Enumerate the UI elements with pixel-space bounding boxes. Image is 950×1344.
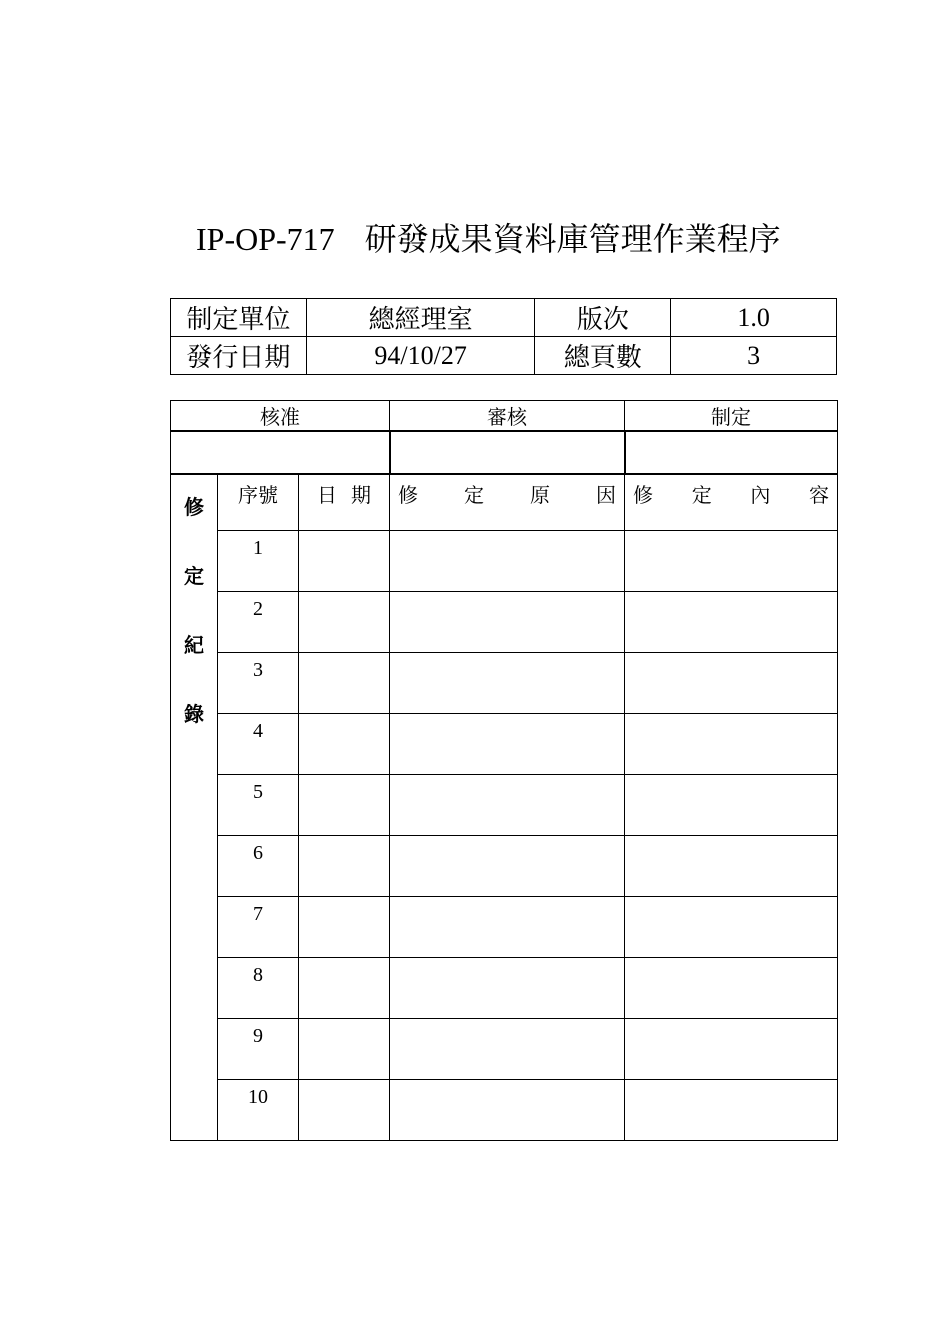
row-content-cell[interactable] xyxy=(625,1080,838,1141)
row-reason-cell[interactable] xyxy=(390,836,625,897)
row-date-cell[interactable] xyxy=(299,836,390,897)
approve-signature-cell[interactable] xyxy=(171,431,390,474)
seq-header: 序號 xyxy=(218,474,299,531)
row-reason-cell[interactable] xyxy=(390,1019,625,1080)
revision-row xyxy=(171,958,838,1019)
revision-header-row xyxy=(171,474,838,531)
row-number: 6 xyxy=(218,836,299,897)
revision-table xyxy=(170,400,838,1141)
date-label: 發行日期 xyxy=(171,337,307,375)
row-reason-cell[interactable] xyxy=(390,531,625,592)
document-name: 研發成果資料庫管理作業程序 xyxy=(364,221,781,257)
row-date-cell[interactable] xyxy=(299,1019,390,1080)
row-date-cell[interactable] xyxy=(299,958,390,1019)
revision-row xyxy=(171,592,838,653)
row-content-cell[interactable] xyxy=(625,897,838,958)
row-number: 2 xyxy=(218,592,299,653)
signature-row xyxy=(171,431,838,474)
row-date-cell[interactable] xyxy=(299,653,390,714)
review-signature-cell[interactable] xyxy=(390,431,625,474)
row-reason-cell[interactable] xyxy=(390,714,625,775)
row-reason-cell[interactable] xyxy=(390,775,625,836)
revision-row xyxy=(171,775,838,836)
document-code: IP-OP-717 xyxy=(196,221,335,257)
row-content-cell[interactable] xyxy=(625,775,838,836)
row-content-cell[interactable] xyxy=(625,531,838,592)
revision-row xyxy=(171,1019,838,1080)
row-date-cell[interactable] xyxy=(299,1080,390,1141)
row-date-cell[interactable] xyxy=(299,714,390,775)
reason-header xyxy=(390,474,625,531)
draft-header: 制定 xyxy=(625,401,838,432)
approve-header: 核准 xyxy=(171,401,390,432)
reason-header-char: 定 xyxy=(464,485,485,507)
row-reason-cell[interactable] xyxy=(390,958,625,1019)
row-reason-cell[interactable] xyxy=(390,897,625,958)
row-content-cell[interactable] xyxy=(625,1019,838,1080)
date-header-char: 日 xyxy=(317,485,337,507)
row-number: 3 xyxy=(218,653,299,714)
revision-row xyxy=(171,1080,838,1141)
reason-header-char: 因 xyxy=(596,485,617,507)
row-number: 8 xyxy=(218,958,299,1019)
side-char: 定 xyxy=(184,566,204,588)
version-value: 1.0 xyxy=(671,299,837,337)
side-char: 紀 xyxy=(184,635,204,657)
row-number: 9 xyxy=(218,1019,299,1080)
content-header-char: 內 xyxy=(750,485,771,507)
revision-row xyxy=(171,714,838,775)
row-content-cell[interactable] xyxy=(625,592,838,653)
row-content-cell[interactable] xyxy=(625,714,838,775)
pages-label: 總頁數 xyxy=(535,337,671,375)
content-header-char: 修 xyxy=(633,485,654,507)
revision-row xyxy=(171,836,838,897)
info-row xyxy=(171,299,837,337)
content-header xyxy=(625,474,838,531)
reason-header-char: 原 xyxy=(530,485,551,507)
revision-row xyxy=(171,653,838,714)
row-date-cell[interactable] xyxy=(299,592,390,653)
row-content-cell[interactable] xyxy=(625,653,838,714)
review-header: 審核 xyxy=(390,401,625,432)
row-content-cell[interactable] xyxy=(625,958,838,1019)
side-char: 修 xyxy=(184,497,204,519)
revision-row xyxy=(171,531,838,592)
document-title xyxy=(196,214,781,260)
row-date-cell[interactable] xyxy=(299,897,390,958)
content-header-char: 容 xyxy=(809,485,829,507)
content-header-char: 定 xyxy=(691,485,712,507)
row-number: 1 xyxy=(218,531,299,592)
info-row xyxy=(171,337,837,375)
unit-label: 制定單位 xyxy=(171,299,307,337)
revision-row xyxy=(171,897,838,958)
date-header xyxy=(299,474,390,531)
draft-signature-cell[interactable] xyxy=(625,431,838,474)
row-reason-cell[interactable] xyxy=(390,1080,625,1141)
row-number: 7 xyxy=(218,897,299,958)
row-number: 5 xyxy=(218,775,299,836)
row-reason-cell[interactable] xyxy=(390,653,625,714)
row-number: 10 xyxy=(218,1080,299,1141)
row-reason-cell[interactable] xyxy=(390,592,625,653)
reason-header-char: 修 xyxy=(398,485,419,507)
revision-record-label xyxy=(171,474,218,1141)
unit-value: 總經理室 xyxy=(306,299,535,337)
date-header-char: 期 xyxy=(351,485,372,507)
version-label: 版次 xyxy=(535,299,671,337)
row-date-cell[interactable] xyxy=(299,775,390,836)
info-table xyxy=(170,298,837,375)
side-char: 錄 xyxy=(184,704,204,726)
approval-header-row xyxy=(171,401,838,432)
row-number: 4 xyxy=(218,714,299,775)
row-date-cell[interactable] xyxy=(299,531,390,592)
pages-value: 3 xyxy=(671,337,837,375)
row-content-cell[interactable] xyxy=(625,836,838,897)
date-value: 94/10/27 xyxy=(306,337,535,375)
